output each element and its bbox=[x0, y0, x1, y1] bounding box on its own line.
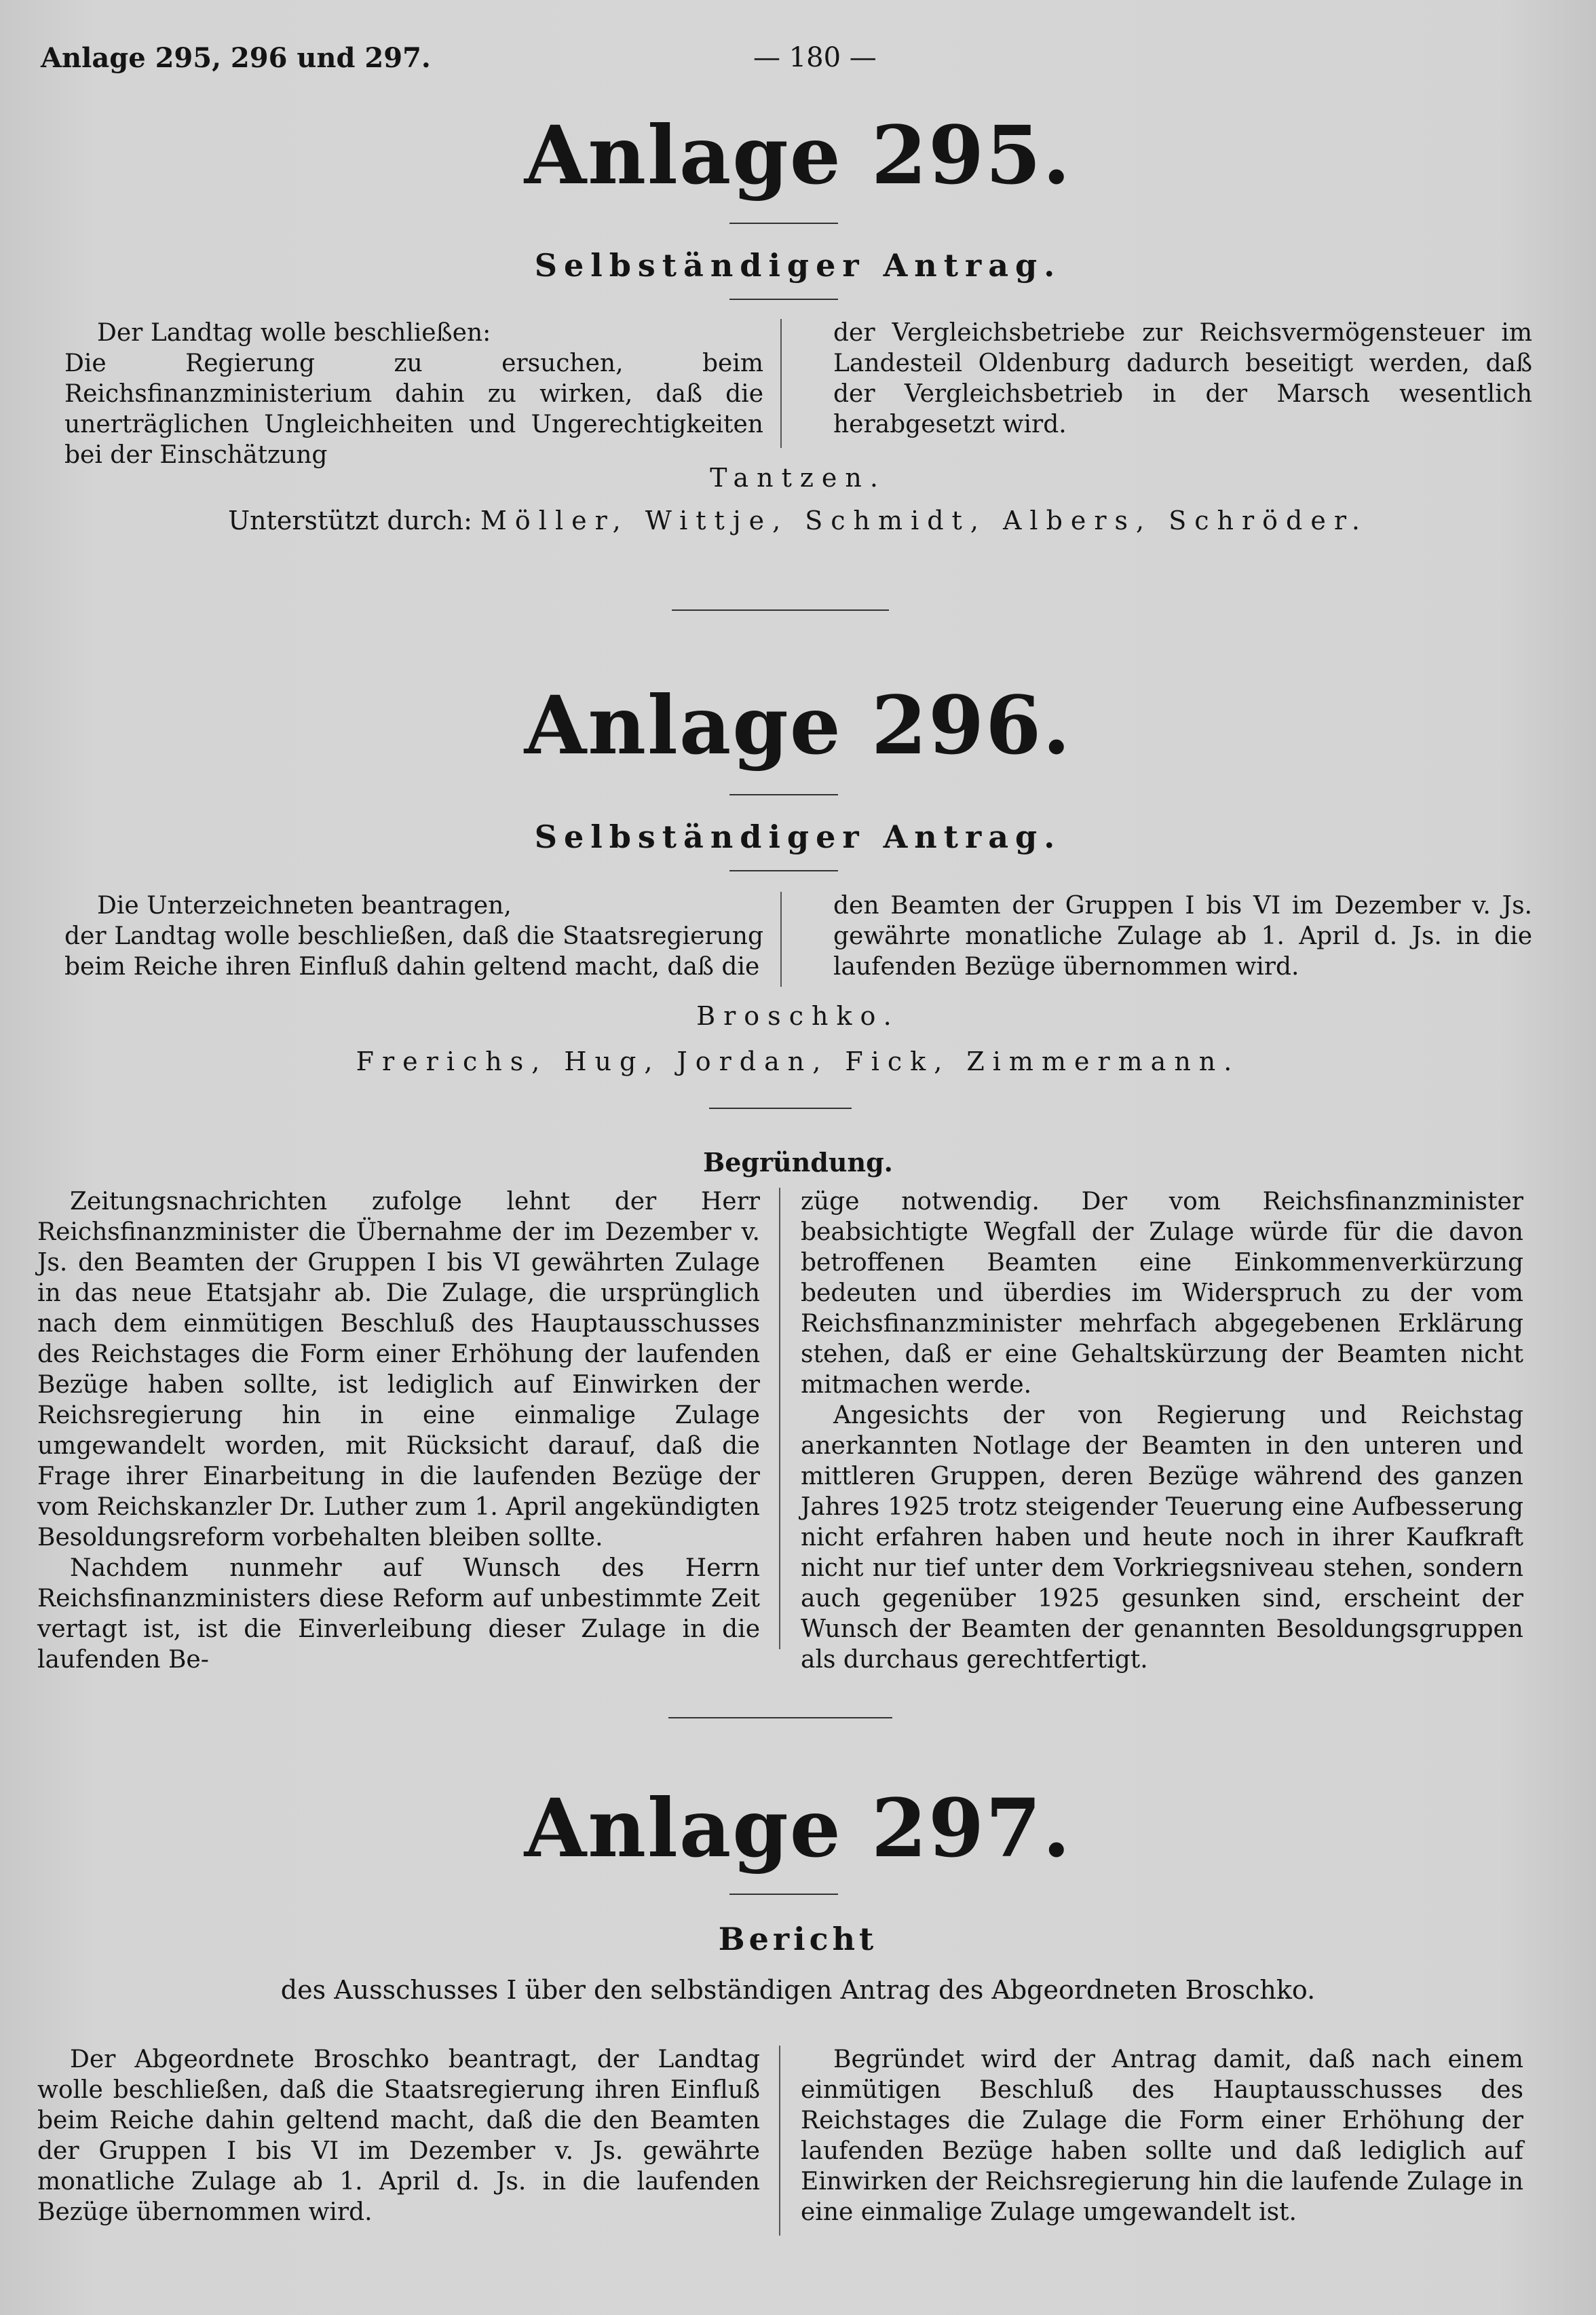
anlage-296-subtitle: Selbständiger Antrag. bbox=[534, 818, 1062, 855]
column-rule bbox=[779, 2046, 780, 2236]
divider bbox=[709, 1108, 852, 1109]
anlage-295-supporters bbox=[0, 506, 1596, 535]
supporters-names: Möller, Wittje, Schmidt, Albers, Schröder. bbox=[480, 506, 1368, 535]
paragraph: den Beamten der Gruppen I bis VI im Dezember v. Js. gewährte monatliche Zulage ab 1. April d. Js. in die laufenden Bezüge übernommen wird. bbox=[833, 892, 1532, 981]
section-divider bbox=[672, 609, 889, 611]
running-head-title: Anlage 295, 296 und 297. bbox=[41, 42, 431, 74]
anlage-297-subtitle-line: des Ausschusses I über den selbständigen Antrag des Abgeordneten Broschko. bbox=[280, 1975, 1316, 2005]
anlage-295-subtitle: Selbständiger Antrag. bbox=[534, 247, 1062, 284]
anlage-296-co-signers: Frerichs, Hug, Jordan, Fick, Zimmermann. bbox=[356, 1047, 1240, 1076]
paragraph: Die Regierung zu ersuchen, beim Reichsfinanzministerium dahin zu wirken, daß die unerträglichen Ungleichheiten und Ungerechtigkeiten bei der Einschätzung bbox=[64, 350, 763, 469]
anlage-297-right-column bbox=[801, 2044, 1523, 2227]
running-head bbox=[41, 42, 1561, 83]
anlage-296-right-column bbox=[833, 890, 1532, 982]
section-divider bbox=[668, 1717, 892, 1718]
anlage-297-title: Anlage 297. bbox=[524, 1781, 1072, 1875]
anlage-295-title: Anlage 295. bbox=[524, 108, 1072, 202]
anlage-296-left-column bbox=[64, 890, 763, 982]
anlage-296-signer: Broschko. bbox=[696, 1001, 900, 1031]
begruendung-right-column bbox=[801, 1186, 1523, 1675]
divider bbox=[729, 870, 838, 871]
paragraph: Der Landtag wolle beschließen: bbox=[97, 319, 491, 347]
column-rule bbox=[780, 319, 782, 448]
paragraph: züge notwendig. Der vom Reichsfinanzminister beabsichtigte Wegfall der Zulage würde für die davon betroffenen Beamten eine Einkommenverkürzung bedeuten und überdies im Widerspruch zu der vom Reichsfinanzminister mehrfach abgegebenen Erklärung stehen, daß er eine Gehaltskürzung der Beamten nicht mitmachen werde. bbox=[801, 1188, 1523, 1399]
anlage-295-right-column bbox=[833, 318, 1532, 440]
paragraph: der Landtag wolle beschließen, daß die Staatsregierung beim Reiche ihren Einfluß dahin geltend macht, daß die bbox=[64, 922, 763, 981]
column-rule bbox=[779, 1188, 780, 1649]
anlage-295-left-column bbox=[64, 318, 763, 470]
divider bbox=[729, 794, 838, 795]
paragraph: Angesichts der von Regierung und Reichstag anerkannten Notlage der Beamten in den unteren und mittleren Gruppen, deren Bezüge während des ganzen Jahres 1925 trotz steigender Teuerung eine Aufbesserung nicht erfahren haben und heute noch in ihrer Kaufkraft nicht nur tief unter dem Vorkriegsniveau stehen, sondern auch gegenüber 1925 gesunken sind, erscheint der Wunsch der Beamten der genannten Besoldungsgruppen als durchaus gerechtfertigt. bbox=[801, 1401, 1523, 1674]
divider bbox=[729, 1894, 838, 1895]
divider bbox=[729, 299, 838, 300]
anlage-296-title: Anlage 296. bbox=[524, 678, 1072, 772]
paragraph: der Vergleichsbetriebe zur Reichsvermögensteuer im Landesteil Oldenburg dadurch beseitigt werden, daß der Vergleichsbetrieb in der Marsch wesentlich herabgesetzt wird. bbox=[833, 319, 1532, 438]
paragraph: Zeitungsnachrichten zufolge lehnt der Herr Reichsfinanzminister die Übernahme der im Dezember v. Js. den Beamten der Gruppen I bis VI gewährten Zulage in das neue Etatsjahr ab. Die Zulage, die ursprünglich nach dem einmütigen Beschluß des Hauptausschusses des Reichstages die Form einer Erhöhung der laufenden Bezüge haben sollte, ist lediglich auf Einwirken der Reichsregierung hin in eine einmalige Zulage umgewandelt worden, mit Rücksicht darauf, daß die Frage ihrer Einarbeitung in die laufenden Bezüge der vom Reichskanzler Dr. Luther zum 1. April angekündigten Besoldungsreform vorbehalten bleiben sollte. bbox=[37, 1188, 760, 1551]
paragraph: Die Unterzeichneten beantragen, bbox=[97, 892, 512, 920]
anlage-295-signer: Tantzen. bbox=[710, 463, 886, 493]
anlage-297-subtitle: Bericht bbox=[718, 1921, 878, 1957]
paragraph: Begründet wird der Antrag damit, daß nach einem einmütigen Beschluß des Hauptausschusses des Reichstages die Zulage die Form einer Erhöhung der laufenden Bezüge haben sollte und daß lediglich auf Einwirken der Reichsregierung hin die laufende Zulage in eine einmalige Zulage umgewandelt ist. bbox=[801, 2046, 1523, 2226]
page-number: — 180 — bbox=[753, 42, 877, 73]
begruendung-left-column bbox=[37, 1186, 760, 1675]
paragraph: Nachdem nunmehr auf Wunsch des Herrn Reichsfinanzministers diese Reform auf unbestimmte Zeit vertagt ist, ist die Einverleibung dieser Zulage in die laufenden Be- bbox=[37, 1554, 760, 1674]
anlage-297-left-column bbox=[37, 2044, 760, 2227]
column-rule bbox=[780, 892, 782, 987]
divider bbox=[729, 223, 838, 224]
supporters-prefix: Unterstützt durch: bbox=[228, 506, 472, 535]
begruendung-heading: Begründung. bbox=[703, 1147, 893, 1178]
paragraph: Der Abgeordnete Broschko beantragt, der Landtag wolle beschließen, daß die Staatsregierung ihren Einfluß beim Reiche dahin geltend macht, daß die den Beamten der Gruppen I bis VI im Dezember v. Js. gewährte monatliche Zulage ab 1. April d. Js. in die laufenden Bezüge übernommen wird. bbox=[37, 2046, 760, 2226]
